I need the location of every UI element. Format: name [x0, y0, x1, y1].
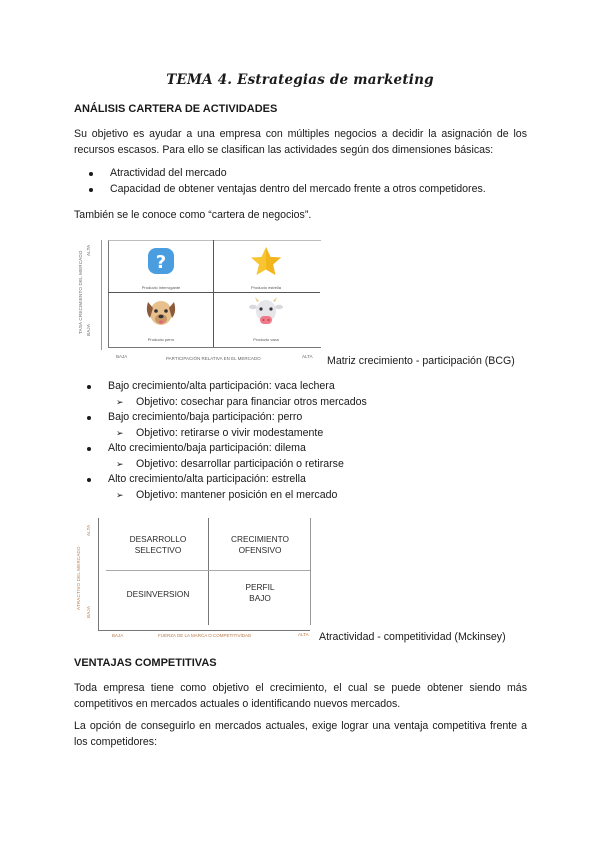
list-item: Bajo crecimiento/baja participación: perro	[108, 410, 538, 426]
list-subitem: ➢ Objetivo: mantener posición en el mercado	[108, 488, 538, 504]
mck-x-axis-label: FUERZA DE LA MARCA O COMPETITIVIDAD	[158, 633, 252, 638]
section-heading-cartera: ANÁLISIS CARTERA DE ACTIVIDADES	[74, 103, 278, 115]
page-title: TEMA 4. Estrategias de marketing	[166, 72, 434, 88]
bullet-icon	[87, 385, 91, 389]
arrow-bullet-icon: ➢	[116, 396, 124, 407]
list-subitem: ➢ Objetivo: desarrollar participación o retirarse	[108, 457, 538, 473]
mckinsey-matrix	[74, 514, 319, 644]
mck-y-axis	[98, 518, 99, 630]
bcg-quadrant-vaca: Producto vaca	[214, 293, 318, 345]
bcg-quadrant-interrogante: ? Producto interrogante	[109, 241, 213, 293]
bullet-icon	[89, 172, 93, 176]
star-icon	[250, 246, 282, 276]
intro-paragraph: Su objetivo es ayudar a una empresa con múltiples negocios a decidir la asignación de los recursos escasos. Para ello se clasifican las actividades según dos dimensiones básicas:	[74, 128, 527, 156]
arrow-bullet-icon: ➢	[116, 427, 124, 438]
bullet-icon	[87, 478, 91, 482]
bullet-icon	[89, 188, 93, 192]
mck-quadrant-crecimiento-ofensivo: CRECIMIENTO OFENSIVO	[231, 534, 289, 555]
question-icon	[146, 246, 176, 276]
mck-quadrant-desarrollo-selectivo: DESARROLLO SELECTIVO	[129, 534, 187, 555]
cow-icon	[249, 296, 283, 328]
bcg-quadrant-perro: Producto perro	[109, 293, 213, 345]
bcg-list	[108, 379, 538, 503]
also-known-text: También se le conoce como “cartera de negocios”.	[74, 209, 312, 221]
ventajas-paragraph-2: La opción de conseguirlo en mercados actuales, exige lograr una ventaja competitiva frente a los competidores:	[74, 720, 527, 748]
mck-x-high: ALTA	[298, 632, 309, 637]
list-subitem: ➢ Objetivo: retirarse o vivir modestamente	[108, 426, 538, 442]
mck-y-high: ALTA	[86, 524, 91, 536]
arrow-bullet-icon: ➢	[116, 489, 124, 500]
dog-icon	[144, 296, 178, 328]
ventajas-paragraph-1: Toda empresa tiene como objetivo el crecimiento, el cual se puede obtener siendo más competitivos en mercados actuales o identificando nuevos mercados.	[74, 682, 527, 710]
mck-quadrant-perfil-bajo: PERFIL BAJO	[245, 582, 275, 603]
bcg-x-high: ALTA	[302, 354, 313, 359]
mck-y-axis-label: ATRACTIVO DEL MERCADO	[76, 546, 81, 610]
mck-x-low: BAJA	[112, 633, 124, 638]
list-item: Atractividad del mercado	[110, 166, 530, 182]
bcg-quadrant-estrella: Producto estrella	[214, 241, 318, 293]
bcg-matrix	[76, 236, 326, 364]
mck-y-low: BAJA	[86, 605, 91, 618]
dimension-list	[110, 166, 530, 197]
list-item: Bajo crecimiento/alta participación: vaca lechera	[108, 379, 538, 395]
mck-x-axis	[98, 630, 310, 631]
bcg-y-axis-label: TASA CRECIMIENTO DEL MERCADO	[78, 250, 83, 334]
list-item: Capacidad de obtener ventajas dentro del mercado frente a otros competidores.	[110, 182, 530, 198]
list-item: Alto crecimiento/alta participación: estrella	[108, 472, 538, 488]
mckinsey-caption: Atractividad - competitividad (Mckinsey)	[319, 631, 506, 643]
bcg-x-axis-label: PARTICIPACIÓN RELATIVA EN EL MERCADO	[166, 356, 261, 361]
bullet-icon	[87, 416, 91, 420]
bcg-y-axis	[101, 240, 102, 350]
mck-quadrant-desinversion: DESINVERSION	[126, 589, 190, 599]
bcg-y-low: BAJA	[86, 323, 91, 336]
bullet-icon	[87, 447, 91, 451]
bcg-caption: Matriz crecimiento - participación (BCG)	[327, 355, 515, 367]
svg-text:?: ?	[155, 252, 167, 273]
divider	[106, 570, 310, 571]
bcg-x-low: BAJA	[116, 354, 128, 359]
section-heading-ventajas: VENTAJAS COMPETITIVAS	[74, 657, 217, 669]
list-subitem: ➢ Objetivo: cosechar para financiar otros mercados	[108, 395, 538, 411]
arrow-bullet-icon: ➢	[116, 458, 124, 469]
bcg-y-high: ALTA	[86, 244, 91, 256]
list-item: Alto crecimiento/baja participación: dilema	[108, 441, 538, 457]
